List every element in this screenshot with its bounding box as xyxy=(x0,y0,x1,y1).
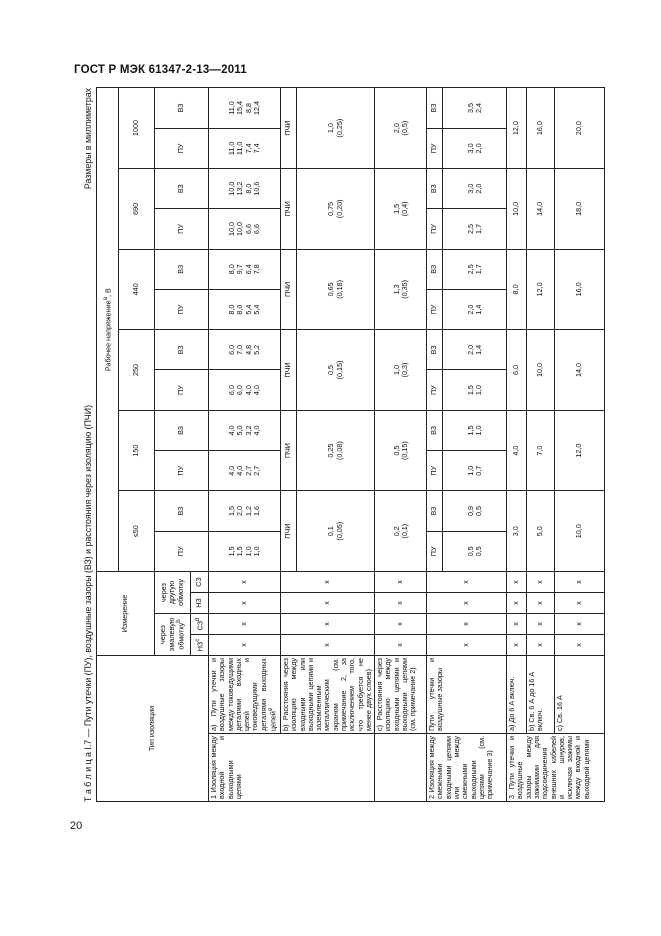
value-2-440-pu: 2,0 1,4 xyxy=(443,289,507,329)
table-caption: Т а б л и ц а I.7 — Пути утечки (ПУ), воздушные зазоры (ВЗ) и расстояния через изоляцию (ПЧИ) xyxy=(83,404,93,802)
pu-header: ПУ xyxy=(427,451,443,491)
vz-header: ВЗ xyxy=(155,410,209,450)
vz-header: ВЗ xyxy=(155,491,209,531)
vz-header: ВЗ xyxy=(427,330,443,370)
value-3a-1000: 12,0 xyxy=(507,88,527,169)
mark-2-s3: x xyxy=(427,614,507,635)
mark-3b-nz: x xyxy=(527,593,555,614)
row-1c-label: c) Расстояния через изоляцию между входными цепями и выходными цепями (см. примечание 2) xyxy=(375,656,427,734)
header-n3: $НЗ^c$ xyxy=(191,635,209,656)
rotated-table-content xyxy=(82,88,591,802)
value-1a-1000-pu: 11,0 11,0 7,4 7,4 xyxy=(209,128,281,168)
insulation-table xyxy=(96,87,605,802)
header-measure: Измерение xyxy=(97,571,155,655)
value-3a-150: 4,0 xyxy=(507,410,527,491)
mark-3a-s3: x xyxy=(507,614,527,635)
value-3a-50: 3,0 xyxy=(507,491,527,572)
value-1b-250: 0,5 (0,15) xyxy=(297,330,375,411)
mark-2-sz: x xyxy=(427,571,507,592)
value-2-150-pu: 1,0 0,7 xyxy=(443,451,507,491)
value-1c-1000: 2,0 (0,5) xyxy=(375,88,427,169)
vz-header: ВЗ xyxy=(155,330,209,370)
value-1a-1000-vz: 11,0 15,4 8,8 12,4 xyxy=(209,88,281,128)
value-1a-250-pu: 6,0 6,0 4,0 4,0 xyxy=(209,370,281,410)
document-header: ГОСТ Р МЭК 61347-2-13—2011 xyxy=(74,64,247,76)
mark-3c-n3: x xyxy=(555,635,605,656)
value-2-440-vz: 2,5 1,7 xyxy=(443,249,507,289)
pu-header: ПУ xyxy=(427,128,443,168)
mark-3a-sz: x xyxy=(507,571,527,592)
pchi-header: ПЧИ xyxy=(281,330,297,411)
row-3b-label: b) Св. 6 А до 16 А включ. xyxy=(527,656,555,734)
pu-header: ПУ xyxy=(427,531,443,571)
value-2-690-pu: 2,5 1,7 xyxy=(443,209,507,249)
row-3c-label: c) Св. 16 А xyxy=(555,656,605,734)
mark-3b-sz: x xyxy=(527,571,555,592)
value-1a-690-vz: 10,0 13,2 8,0 10,6 xyxy=(209,169,281,209)
vz-header: ВЗ xyxy=(155,169,209,209)
row-3a-label: a) До 6 А включ. xyxy=(507,656,527,734)
voltage-1000: 1000 xyxy=(119,88,155,169)
value-2-1000-vz: 3,5 2,4 xyxy=(443,88,507,128)
value-3c-50: 10,0 xyxy=(555,491,605,572)
pchi-header: ПЧИ xyxy=(281,169,297,250)
pu-header: ПУ xyxy=(155,370,209,410)
value-3c-1000: 20,0 xyxy=(555,88,605,169)
value-1c-50: 0,2 (0,1) xyxy=(375,491,427,572)
vz-header: ВЗ xyxy=(427,410,443,450)
header-sz-winding: СЗ xyxy=(191,571,209,592)
mark-2-n3: x xyxy=(427,635,507,656)
voltage-440: 440 xyxy=(119,249,155,330)
voltage-150: 150 xyxy=(119,410,155,491)
mark-1b-n3: x xyxy=(281,635,375,656)
voltage-690: 690 xyxy=(119,169,155,250)
mark-1a-s3: x xyxy=(209,614,281,635)
mark-1b-s3: x xyxy=(281,614,375,635)
value-1a-250-vz: 6,0 7,0 4,8 5,2 xyxy=(209,330,281,370)
mark-1a-sz: x xyxy=(209,571,281,592)
value-2-50-vz: 0,9 0,5 xyxy=(443,491,507,531)
value-3b-50: 5,0 xyxy=(527,491,555,572)
pchi-header: ПЧИ xyxy=(281,249,297,330)
mark-1b-sz: x xyxy=(281,571,375,592)
value-1b-690: 0,75 (0,20) xyxy=(297,169,375,250)
voltage-50: ≤50 xyxy=(119,491,155,572)
value-1b-150: 0,25 (0,08) xyxy=(297,410,375,491)
mark-1c-sz: x xyxy=(375,571,427,592)
value-2-690-vz: 3,0 2,0 xyxy=(443,169,507,209)
mark-1b-nz: x xyxy=(281,593,375,614)
value-3c-690: 18,0 xyxy=(555,169,605,250)
value-1a-50-pu: 1,5 1,5 1,0 1,0 xyxy=(209,531,281,571)
pu-header: ПУ xyxy=(155,209,209,249)
header-nz-winding: НЗ xyxy=(191,593,209,614)
mark-3c-s3: x xyxy=(555,614,605,635)
pu-header: ПУ xyxy=(427,289,443,329)
value-2-1000-pu: 3,0 2,0 xyxy=(443,128,507,168)
value-3b-1000: 16,0 xyxy=(527,88,555,169)
mark-1c-s3: x xyxy=(375,614,427,635)
value-3c-250: 14,0 xyxy=(555,330,605,411)
rotated-table-area xyxy=(82,88,591,802)
value-1a-440-pu: 8,0 8,0 5,4 5,4 xyxy=(209,289,281,329)
group-1-label: 1 Изоляция между входной и выходными цепями xyxy=(209,734,375,802)
mark-2-nz: x xyxy=(427,593,507,614)
pu-header: ПУ xyxy=(155,128,209,168)
value-3a-690: 10,0 xyxy=(507,169,527,250)
value-1a-50-vz: 1,5 2,0 1,2 1,6 xyxy=(209,491,281,531)
value-3a-440: 8,0 xyxy=(507,249,527,330)
value-2-150-vz: 1,5 1,0 xyxy=(443,410,507,450)
value-1c-690: 1,5 (0,4) xyxy=(375,169,427,250)
value-3b-250: 10,0 xyxy=(527,330,555,411)
mark-3b-n3: x xyxy=(527,635,555,656)
mark-3c-nz: x xyxy=(555,593,605,614)
header-s3: $СЗ^d$ xyxy=(191,614,209,635)
row-2-label: Пути утечки и воздушные зазоры xyxy=(427,656,507,734)
value-1c-250: 1,0 (0,3) xyxy=(375,330,427,411)
header-enamel: через эмалевую обмотку$^b$ xyxy=(155,614,191,656)
pchi-header: ПЧИ xyxy=(281,410,297,491)
value-1b-50: 0,1 (0,05) xyxy=(297,491,375,572)
mark-1c-nz: x xyxy=(375,593,427,614)
mark-1a-nz: x xyxy=(209,593,281,614)
group-3-label: 3 Пути утечки и воздушные зазоры между зажимами для подсоединения внешних кабелей и шнуров, исключая зажимы между входной и выходной цепями xyxy=(507,734,605,802)
value-2-50-pu: 0,5 0,5 xyxy=(443,531,507,571)
voltage-250: 250 xyxy=(119,330,155,411)
mark-3c-sz: x xyxy=(555,571,605,592)
vz-header: ВЗ xyxy=(155,88,209,128)
pu-header: ПУ xyxy=(155,289,209,329)
group-1-continued xyxy=(375,734,427,802)
value-3c-440: 16,0 xyxy=(555,249,605,330)
value-3c-150: 12,0 xyxy=(555,410,605,491)
value-1a-690-pu: 10,0 10,0 6,6 6,6 xyxy=(209,209,281,249)
vz-header: ВЗ xyxy=(427,88,443,128)
vz-header: ВЗ xyxy=(427,491,443,531)
header-voltage: Рабочее напряжение$^a$, В xyxy=(97,88,119,572)
mark-3b-s3: x xyxy=(527,614,555,635)
value-3b-440: 12,0 xyxy=(527,249,555,330)
vz-header: ВЗ xyxy=(427,249,443,289)
value-1b-1000: 1,0 (0,25) xyxy=(297,88,375,169)
mark-1a-n3: x xyxy=(209,635,281,656)
value-1a-440-vz: 8,0 9,7 6,4 7,8 xyxy=(209,249,281,289)
mark-3a-n3: x xyxy=(507,635,527,656)
pchi-header: ПЧИ xyxy=(281,88,297,169)
pu-header: ПУ xyxy=(155,531,209,571)
pu-header: ПУ xyxy=(427,370,443,410)
group-2-label: 2 Изоляция между смежными входными цепями или между смежными выходными цепями (см. примечание 3) xyxy=(427,734,507,802)
header-winding: через другую обмотку xyxy=(155,571,191,613)
units-note: Размеры в миллиметрах xyxy=(83,88,93,190)
row-1a-label: a) Пути утечки и воздушные зазоры между токоведущими деталями входных цепей и токоведущими деталями выходных цепей$^e$ xyxy=(209,656,281,734)
pu-header: ПУ xyxy=(155,451,209,491)
mark-1c-n3: x xyxy=(375,635,427,656)
page-number: 20 xyxy=(70,820,83,832)
value-3b-150: 7,0 xyxy=(527,410,555,491)
value-3b-690: 14,0 xyxy=(527,169,555,250)
value-1a-150-vz: 4,0 5,0 3,2 4,0 xyxy=(209,410,281,450)
pchi-header: ПЧИ xyxy=(281,491,297,572)
pu-header: ПУ xyxy=(427,209,443,249)
header-type: Тип изоляции xyxy=(97,656,209,802)
value-1a-150-pu: 4,0 4,0 2,7 2,7 xyxy=(209,451,281,491)
vz-header: ВЗ xyxy=(427,169,443,209)
mark-3a-nz: x xyxy=(507,593,527,614)
vz-header: ВЗ xyxy=(155,249,209,289)
value-1c-440: 1,3 (0,35) xyxy=(375,249,427,330)
value-2-250-vz: 2,0 1,4 xyxy=(443,330,507,370)
value-2-250-pu: 1,5 1,0 xyxy=(443,370,507,410)
value-1b-440: 0,65 (0,18) xyxy=(297,249,375,330)
value-3a-250: 6,0 xyxy=(507,330,527,411)
value-1c-150: 0,5 (0,15) xyxy=(375,410,427,491)
row-1b-label: b) Расстояния через изоляцию между входными или выходными цепями и заземленным металлическим экраном (см. примечание 2, за исключением того, что требуется не менее двух слоев) xyxy=(281,656,375,734)
